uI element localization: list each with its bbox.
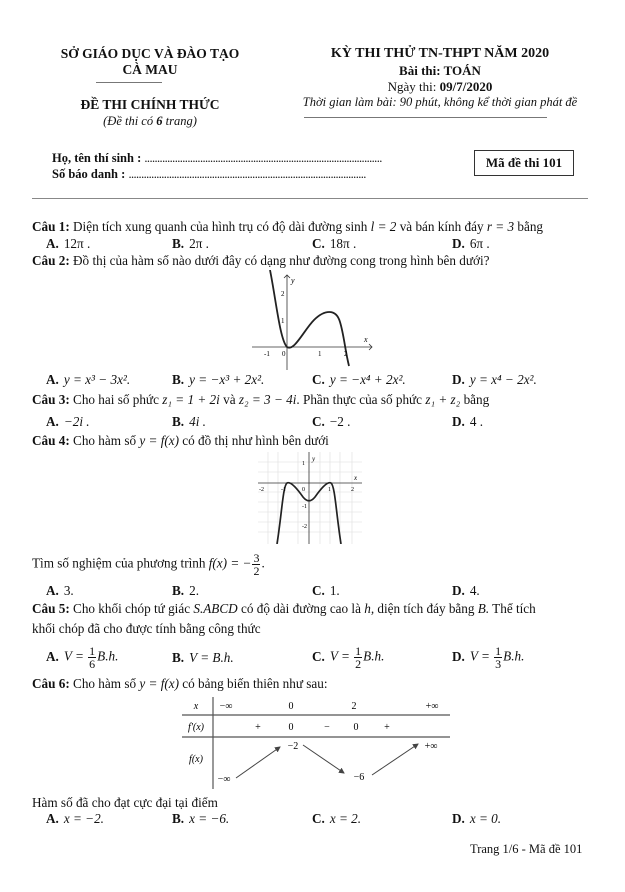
page-footer: Trang 1/6 - Mã đề 101 — [470, 842, 583, 856]
q3-option-c[interactable]: C. −2 . — [312, 414, 351, 429]
q1-option-c[interactable]: C. 18π . — [312, 236, 357, 251]
y-tick: 1 — [302, 461, 305, 467]
q2-graph — [252, 270, 377, 370]
q4-option-a[interactable]: A. 3. — [46, 583, 74, 598]
x-axis-label: x — [354, 474, 358, 482]
q4-option-d[interactable]: D. 4. — [452, 583, 480, 598]
question-2: Câu 2: Đồ thị của hàm số nào dưới đây có dạng như đường cong trong hình bên dưới? — [32, 253, 490, 268]
derivative-sign: + — [384, 722, 390, 733]
f-value: −6 — [353, 772, 365, 783]
x-tick: 0 — [302, 487, 305, 493]
q1-option-b[interactable]: B. 2π . — [172, 236, 209, 251]
x-tick: 0 — [282, 350, 286, 358]
x-tick: 1 — [328, 487, 331, 493]
x-value: 2 — [351, 701, 357, 712]
row-label-derivative: f'(x) — [187, 722, 205, 733]
exam-date: Ngày thi: 09/7/2020 — [387, 79, 493, 94]
x-value: −∞ — [219, 701, 233, 712]
f-value: −∞ — [217, 774, 231, 785]
y-tick: 1 — [281, 317, 285, 325]
q6-option-b[interactable]: B. x = −6. — [172, 811, 230, 826]
y-axis-label: y — [312, 455, 316, 463]
q4-option-b[interactable]: B. 2. — [172, 583, 199, 598]
question-4: Câu 4: Cho hàm số y = f(x) có đồ thị như hình bên dưới — [32, 433, 329, 448]
f-value: −2 — [287, 741, 299, 752]
derivative-zero: 0 — [353, 722, 359, 733]
x-value: 0 — [288, 701, 294, 712]
q3-option-a[interactable]: A. −2i . — [46, 414, 90, 429]
x-tick: 2 — [344, 350, 348, 358]
y-tick: 2 — [281, 290, 285, 298]
decreasing-arrow-icon — [303, 745, 344, 773]
q6-option-c[interactable]: C. x = 2. — [312, 811, 362, 826]
row-label-f: f(x) — [189, 754, 203, 765]
divider — [96, 82, 162, 83]
q4-option-c[interactable]: C. 1. — [312, 583, 340, 598]
q2-option-c[interactable]: C. y = −x⁴ + 2x². — [312, 372, 406, 387]
exam-title: KỲ THI THỬ TN-THPT NĂM 2020 — [330, 46, 550, 61]
q5-option-d[interactable]: D. V = $\frac{1}{3}$ B.h. — [452, 644, 525, 671]
derivative-sign: + — [255, 722, 261, 733]
variation-table — [170, 697, 450, 789]
org-line-1: SỞ GIÁO DỤC VÀ ĐÀO TẠO — [60, 46, 240, 61]
x-axis-label: x — [364, 335, 368, 344]
q1-option-a[interactable]: A. 12π . — [46, 236, 91, 251]
increasing-arrow-icon — [372, 744, 418, 775]
q1-option-d[interactable]: D. 6π . — [452, 236, 490, 251]
x-tick: 1 — [318, 350, 322, 358]
q3-option-b[interactable]: B. 4i . — [172, 414, 206, 429]
question-6: Câu 6: Cho hàm số y = f(x) có bảng biến thiên như sau: — [32, 676, 328, 691]
x-tick: -2 — [259, 487, 264, 493]
candidate-id-field: Số báo danh : .............................................................................................. — [52, 167, 366, 181]
question-5-line-2: khối chóp đã cho được tính bằng công thức — [32, 621, 261, 636]
f-value: +∞ — [424, 741, 438, 752]
q2-option-d[interactable]: D. y = x⁴ − 2x². — [452, 372, 537, 387]
q3-option-d[interactable]: D. 4 . — [452, 414, 484, 429]
question-5: Câu 5: Cho khối chóp tứ giác S.ABCD có độ dài đường cao là h, diện tích đáy bằng B. Thể tích — [32, 601, 536, 616]
q5-option-a[interactable]: A. V = $\frac{1}{6}$ B.h. — [46, 644, 119, 671]
page-count: (Đề thi có 6 trang) — [103, 114, 197, 128]
candidate-name-field: Họ, tên thí sinh : .............................................................................................. — [52, 151, 382, 165]
row-label-x: x — [193, 701, 199, 712]
derivative-zero: 0 — [288, 722, 294, 733]
subject: Bài thi: TOÁN — [399, 63, 481, 78]
q2-option-b[interactable]: B. y = −x³ + 2x². — [172, 372, 265, 387]
derivative-sign: − — [324, 722, 330, 733]
y-axis-label: y — [291, 276, 295, 285]
org-line-2: CÀ MAU — [122, 62, 178, 77]
question-6-prompt: Hàm số đã cho đạt cực đại tại điểm — [32, 795, 218, 810]
x-tick: 2 — [351, 487, 354, 493]
question-3: Câu 3: Cho hai số phức z₁ = 1 + 2i và z₂ = 3 − 4i. Phần thực của số phức z₁ + z₂ bằng — [32, 392, 490, 407]
grid — [258, 452, 362, 544]
divider — [304, 117, 547, 118]
org-name — [40, 46, 260, 78]
question-4-prompt: Tìm số nghiệm của phương trình f(x) = − $\frac{3}{2}$ . — [32, 551, 265, 578]
increasing-arrow-icon — [236, 747, 280, 778]
q5-option-c[interactable]: C. V = $\frac{1}{2}$ B.h. — [312, 644, 385, 671]
q4-graph — [258, 452, 362, 544]
x-value: +∞ — [425, 701, 439, 712]
y-tick: -2 — [302, 524, 307, 530]
q6-option-a[interactable]: A. x = −2. — [46, 811, 104, 826]
exam-duration: Thời gian làm bài: 90 phút, không kể thời gian phát đề — [302, 95, 578, 109]
official-label: ĐỀ THI CHÍNH THỨC — [80, 97, 220, 112]
question-1: Câu 1: Diện tích xung quanh của hình trụ có độ dài đường sinh l = 2 và bán kính đáy r = 3 bằng — [32, 219, 544, 234]
divider — [32, 198, 588, 199]
q2-option-a[interactable]: A. y = x³ − 3x². — [46, 372, 131, 387]
x-tick: -1 — [281, 487, 286, 493]
y-tick: -1 — [302, 504, 307, 510]
x-tick: -1 — [264, 350, 270, 358]
q5-option-b[interactable]: B. V = B.h. — [172, 650, 234, 665]
exam-code-box: Mã đề thi 101 — [474, 150, 574, 176]
q6-option-d[interactable]: D. x = 0. — [452, 811, 502, 826]
